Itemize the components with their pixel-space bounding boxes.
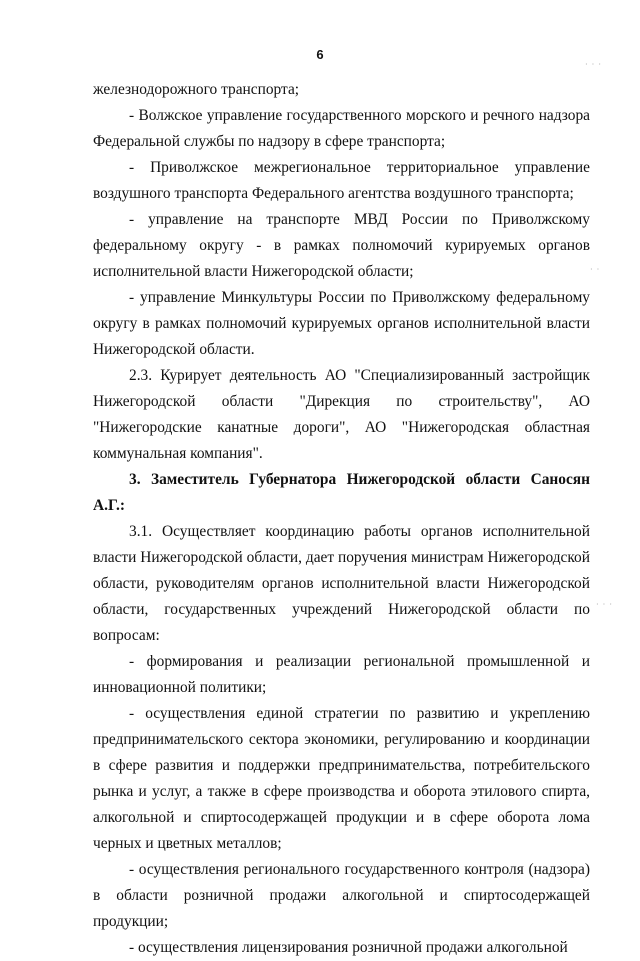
paragraph-4: - управление на транспорте МВД России по Приволжскому федеральному округу - в рамках полномочий курируемых органов исполнительной власти Нижегородской области;: [93, 211, 590, 280]
paragraph-9: - формирования и реализации региональной промышленной и инновационной политики;: [93, 653, 590, 696]
paragraph-11: - осуществления регионального государственного контроля (надзора) в области розничной продажи алкогольной и спиртосодержащей продукции;: [93, 861, 590, 930]
paragraph-12: - осуществления лицензирования розничной продажи алкогольной: [129, 939, 568, 956]
paragraph-3: - Приволжское межрегиональное территориальное управление воздушного транспорта Федерального агентства воздушного транспорта;: [93, 159, 590, 202]
paragraph-8: 3.1. Осуществляет координацию работы органов исполнительной власти Нижегородской области, дает поручения министрам Нижегородской области, руководителям органов исполнительной власти Нижегородской области, государственных учреждений Нижегородской области по вопросам:: [93, 523, 590, 644]
paragraph-5: - управление Минкультуры России по Приволжскому федеральному округу в рамках полномочий курируемых органов исполнительной власти Нижегородской области.: [93, 289, 590, 358]
document-body: [93, 77, 590, 961]
scan-artifact: · · ·: [596, 600, 613, 609]
scan-artifact: · · ·: [585, 60, 602, 69]
paragraph-2: - Волжское управление государственного морского и речного надзора Федеральной службы по надзору в сфере транспорта;: [93, 107, 590, 150]
page-number: 6: [316, 47, 324, 62]
paragraph-6: 2.3. Курирует деятельность АО "Специализированный застройщик Нижегородской области "Дирекция по строительству", АО "Нижегородские канатные дороги", АО "Нижегородская областная коммунальная компания".: [93, 367, 590, 462]
section-heading: 3. Заместитель Губернатора Нижегородской области Саносян А.Г.:: [93, 471, 590, 514]
paragraph-10: - осуществления единой стратегии по развитию и укреплению предпринимательского сектора экономики, регулированию и координации в сфере развития и поддержки предпринимательства, потребительского рынка и услуг, а также в сфере производства и оборота этилового спирта, алкогольной и спиртосодержащей продукции и в сфере оборота лома черных и цветных металлов;: [93, 705, 590, 852]
scan-artifact: · ·: [590, 265, 601, 274]
paragraph-1: железнодорожного транспорта;: [93, 81, 300, 98]
